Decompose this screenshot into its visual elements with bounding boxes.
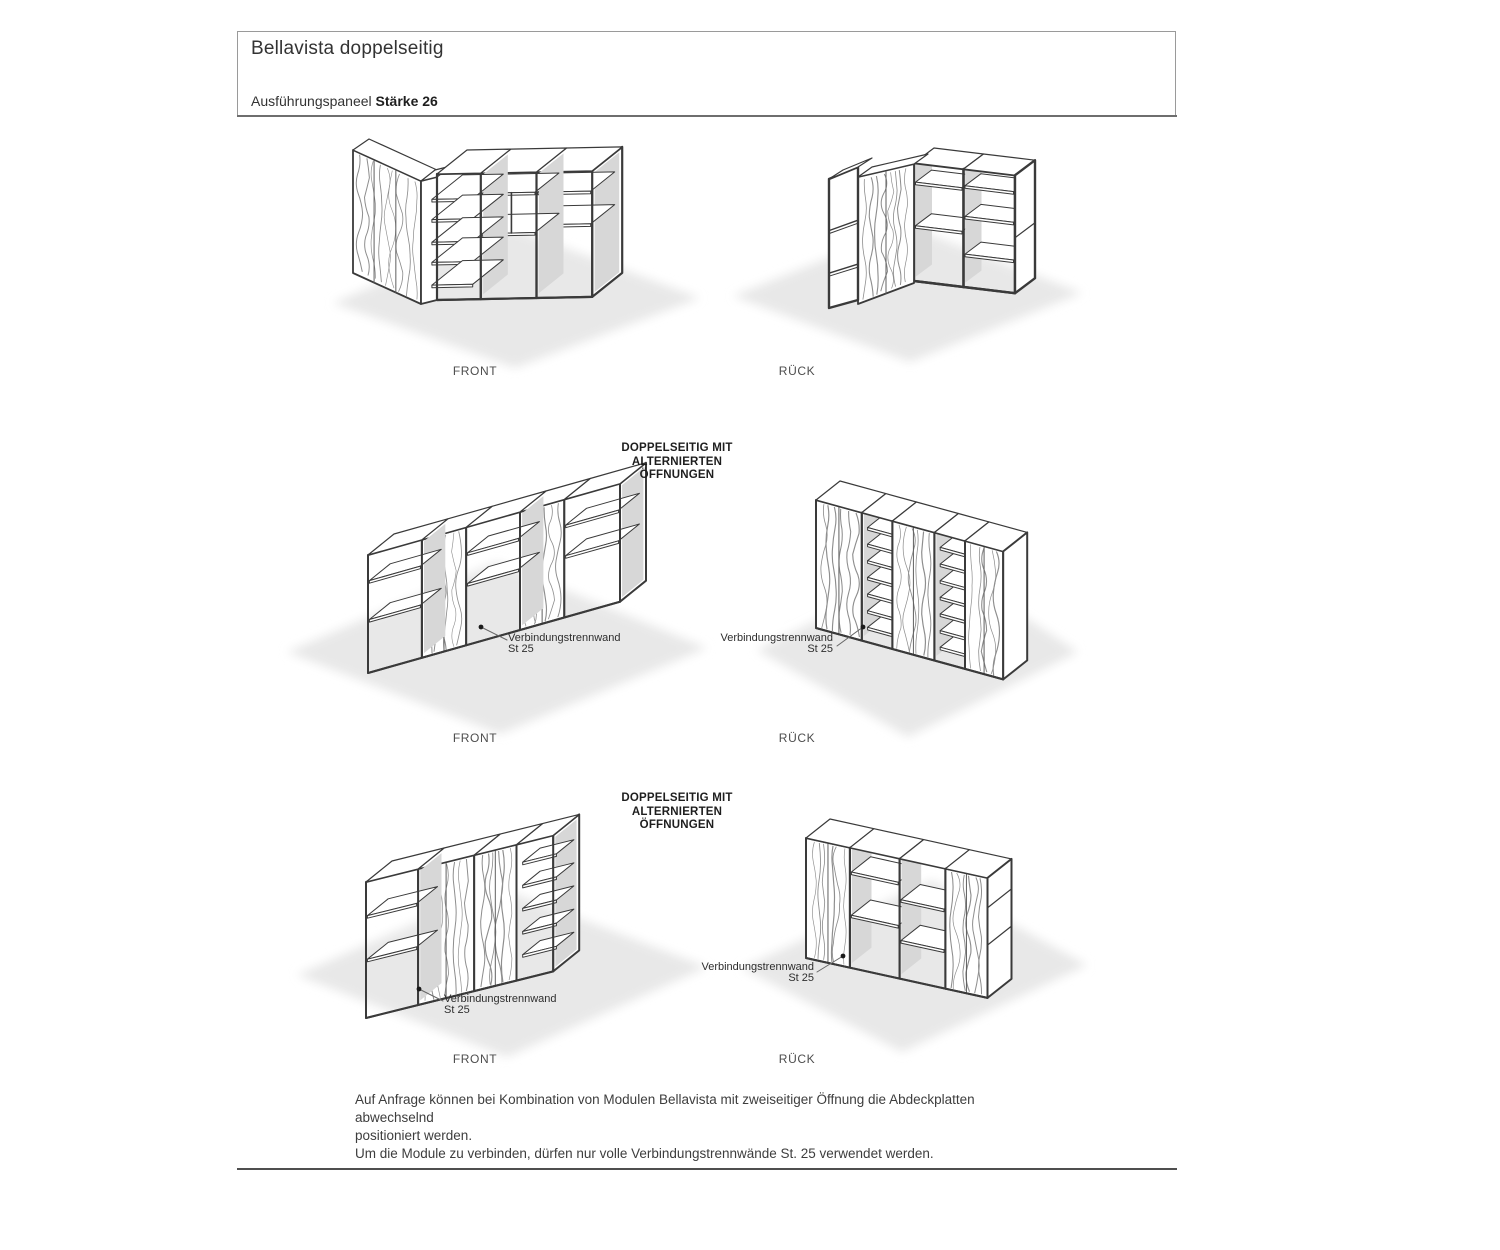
page-subtitle [251,93,438,109]
heading-line: DOPPELSEITIG MIT [621,792,733,804]
heading-line: ÖFFNUNGEN [639,469,715,481]
subtitle-strength: Stärke 26 [375,93,438,109]
footer-rule [237,1168,1177,1170]
annotation-row2-rueck [713,633,833,655]
header-rule [237,115,1177,117]
annotation-label: Verbindungstrennwand [444,993,557,1005]
annotation-value: St 25 [788,972,814,984]
annotation-row2-front [508,633,621,655]
annotation-row3-front [444,994,557,1016]
heading-line: ALTERNIERTEN [631,455,723,468]
caption-front-row2: FRONT [452,731,498,745]
caption-rueck-row3: RÜCK [778,1052,816,1066]
annotation-label: Verbindungstrennwand [720,632,833,644]
page-header [237,31,1176,116]
annotation-value: St 25 [444,1004,470,1016]
footnote [355,1091,1055,1163]
heading-line: ALTERNIERTEN [631,805,723,818]
caption-front-row3: FRONT [452,1052,498,1066]
annotation-row3-rueck [694,962,814,984]
heading-line: ÖFFNUNGEN [639,819,715,831]
subtitle-prefix: Ausführungspaneel [251,93,376,109]
caption-rueck-row2: RÜCK [778,731,816,745]
section-heading-2 [577,792,777,833]
section-heading-1 [577,442,777,483]
annotation-value: St 25 [807,643,833,655]
caption-rueck-row1: RÜCK [778,364,816,378]
annotation-label: Verbindungstrennwand [508,632,621,644]
footnote-line: Auf Anfrage können bei Kombination von Modulen Bellavista mit zweiseitiger Öffnung die Abdeckplatten abwechselnd [355,1092,975,1125]
footnote-line: positioniert werden. [355,1128,473,1143]
caption-front-row1: FRONT [452,364,498,378]
annotation-label: Verbindungstrennwand [701,961,814,973]
annotation-value: St 25 [508,643,534,655]
footnote-line: Um die Module zu verbinden, dürfen nur volle Verbindungstrennwände St. 25 verwendet werden. [355,1146,934,1161]
heading-line: DOPPELSEITIG MIT [621,442,733,454]
page-title: Bellavista doppelseitig [251,38,444,59]
